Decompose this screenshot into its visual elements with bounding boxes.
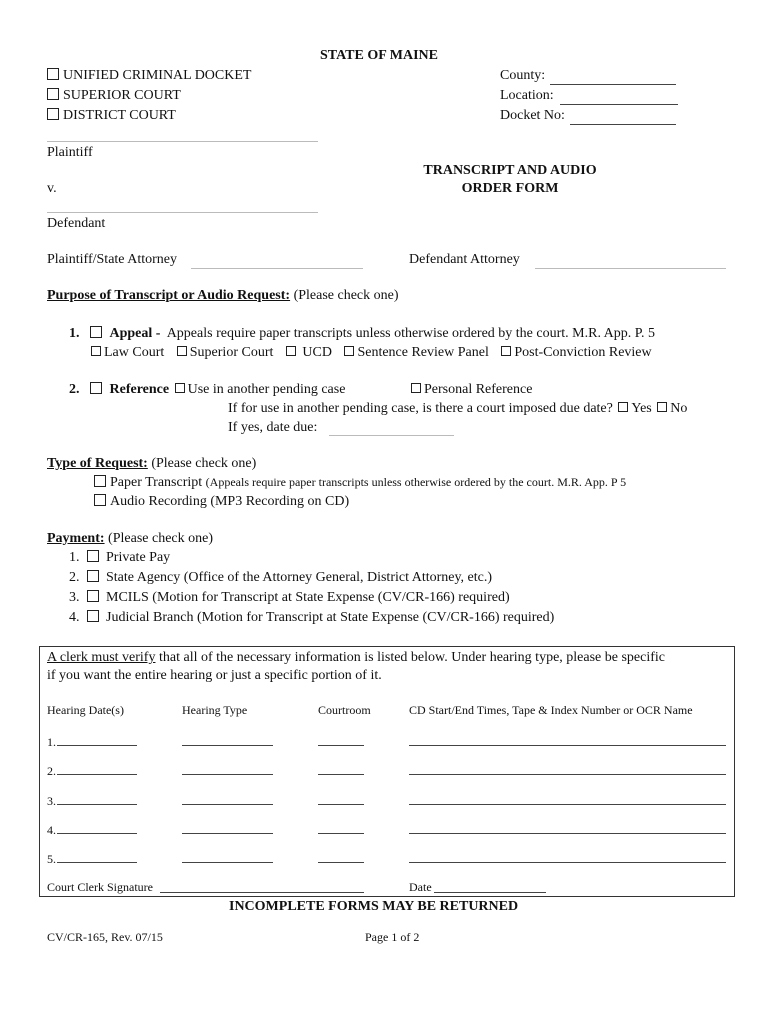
- payment-number: 1.: [69, 550, 80, 565]
- court-option-district[interactable]: [47, 108, 176, 124]
- audio-recording-option[interactable]: [94, 494, 349, 510]
- option-label: UCD: [302, 345, 332, 360]
- state-title: STATE OF MAINE: [320, 48, 438, 63]
- appeal-post-conviction[interactable]: [499, 345, 651, 360]
- checkbox-icon[interactable]: [47, 108, 59, 120]
- clerk-signature-field[interactable]: [160, 892, 364, 893]
- defendant-attorney-label: Defendant Attorney: [409, 252, 520, 267]
- clerk-date-field[interactable]: [434, 892, 546, 893]
- cd-times-field[interactable]: [409, 774, 726, 775]
- payment-hint: (Please check one): [108, 531, 213, 546]
- hearing-date-field[interactable]: [57, 804, 137, 805]
- paper-note: (Appeals require paper transcripts unless otherwise ordered by the court. M.R. App. P 5: [205, 475, 627, 489]
- checkbox-icon[interactable]: [286, 346, 296, 356]
- audio-label: Audio Recording (MP3 Recording on CD): [110, 494, 350, 509]
- appeal-law-court[interactable]: [89, 345, 164, 360]
- cd-times-field[interactable]: [409, 862, 726, 863]
- checkbox-icon[interactable]: [87, 550, 99, 562]
- checkbox-icon[interactable]: [87, 570, 99, 582]
- column-hearing-type: Hearing Type: [182, 703, 248, 717]
- checkbox-icon[interactable]: [411, 383, 421, 393]
- clerk-signature-label: Court Clerk Signature: [47, 880, 153, 894]
- payment-number: 2.: [69, 570, 80, 585]
- checkbox-icon[interactable]: [47, 68, 59, 80]
- due-date-question-text: If for use in another pending case, is there a court imposed due date?: [228, 401, 613, 416]
- checkbox-icon[interactable]: [177, 346, 187, 356]
- column-cd-times: CD Start/End Times, Tape & Index Number or OCR Name: [409, 703, 693, 717]
- request-type-heading: [47, 456, 256, 472]
- reference-option[interactable]: [69, 382, 345, 398]
- date-due-field[interactable]: [329, 435, 454, 436]
- purpose-heading-text: Purpose of Transcript or Audio Request:: [47, 288, 291, 303]
- court-option-ucd[interactable]: [47, 68, 251, 84]
- column-courtroom: Courtroom: [318, 703, 371, 717]
- location-field[interactable]: [560, 104, 678, 105]
- payment-heading: [47, 531, 213, 547]
- payment-heading-text: Payment:: [47, 531, 105, 546]
- payment-number: 4.: [69, 610, 80, 625]
- payment-label: MCILS (Motion for Transcript at State Expense (CV/CR-166) required): [106, 590, 510, 605]
- docket-label: Docket No:: [500, 108, 565, 123]
- plaintiff-attorney-label: Plaintiff/State Attorney: [47, 252, 178, 267]
- defendant-attorney-field[interactable]: [535, 268, 726, 269]
- courtroom-field[interactable]: [318, 862, 364, 863]
- purpose-heading: [47, 288, 399, 304]
- column-hearing-dates: Hearing Date(s): [47, 703, 124, 717]
- plaintiff-field[interactable]: [47, 141, 318, 142]
- courtroom-field[interactable]: [318, 774, 364, 775]
- hearing-date-field[interactable]: [57, 745, 137, 746]
- page-number: Page 1 of 2: [365, 930, 420, 944]
- docket-field[interactable]: [570, 124, 676, 125]
- courtroom-field[interactable]: [318, 833, 364, 834]
- hearing-row-number: 2.: [47, 764, 56, 778]
- appeal-text: Appeals require paper transcripts unless otherwise ordered by the court. M.R. App. P. 5: [166, 326, 656, 341]
- defendant-field[interactable]: [47, 212, 318, 213]
- appeal-number: 1.: [69, 326, 80, 341]
- paper-label: Paper Transcript: [110, 475, 203, 490]
- hearing-row-number: 4.: [47, 823, 56, 837]
- hearing-type-field[interactable]: [182, 774, 273, 775]
- reference-number: 2.: [69, 382, 80, 397]
- date-due-label: If yes, date due:: [228, 420, 318, 435]
- appeal-ucd[interactable]: [284, 345, 332, 360]
- clerk-verify-rest: that all of the necessary information is listed below. Under hearing type, please be specific: [155, 650, 666, 665]
- clerk-verify-underlined: A clerk must verify: [47, 650, 156, 665]
- option-label: Sentence Review Panel: [357, 345, 489, 360]
- payment-label: State Agency (Office of the Attorney General, District Attorney, etc.): [106, 570, 493, 585]
- plaintiff-attorney-field[interactable]: [191, 268, 363, 269]
- appeal-option[interactable]: [69, 326, 655, 342]
- court-option-label: DISTRICT COURT: [63, 108, 176, 123]
- versus-label: v.: [47, 181, 57, 196]
- checkbox-icon[interactable]: [47, 88, 59, 100]
- cd-times-field[interactable]: [409, 804, 726, 805]
- cd-times-field[interactable]: [409, 745, 726, 746]
- hearing-row-number: 3.: [47, 794, 56, 808]
- courtroom-field[interactable]: [318, 745, 364, 746]
- checkbox-icon[interactable]: [618, 402, 628, 412]
- hearing-type-field[interactable]: [182, 804, 273, 805]
- hearing-type-field[interactable]: [182, 862, 273, 863]
- hearing-date-field[interactable]: [57, 774, 137, 775]
- hearing-row-number: 5.: [47, 852, 56, 866]
- checkbox-icon[interactable]: [90, 382, 102, 394]
- incomplete-forms-warning: INCOMPLETE FORMS MAY BE RETURNED: [229, 899, 519, 914]
- paper-transcript-option[interactable]: [94, 475, 626, 491]
- appeal-label: Appeal -: [109, 326, 161, 341]
- hearing-row-number: 1.: [47, 735, 56, 749]
- checkbox-icon[interactable]: [94, 494, 106, 506]
- reference-pending-case: Use in another pending case: [187, 382, 346, 397]
- payment-number: 3.: [69, 590, 80, 605]
- payment-option-mcils[interactable]: [69, 590, 510, 606]
- plaintiff-label: Plaintiff: [47, 145, 93, 160]
- court-option-label: UNIFIED CRIMINAL DOCKET: [63, 68, 252, 83]
- payment-option-judicial[interactable]: [69, 610, 554, 626]
- form-title-line1: TRANSCRIPT AND AUDIO: [423, 163, 597, 178]
- checkbox-icon[interactable]: [91, 346, 101, 356]
- option-label: Personal Reference: [424, 382, 533, 397]
- hearing-date-field[interactable]: [57, 833, 137, 834]
- due-date-question: [228, 401, 687, 417]
- county-label: County:: [500, 68, 546, 83]
- payment-option-private[interactable]: [69, 550, 170, 566]
- appeal-court-options: [89, 345, 652, 361]
- court-option-superior[interactable]: [47, 88, 181, 104]
- form-number: CV/CR-165, Rev. 07/15: [47, 930, 163, 944]
- hearing-type-field[interactable]: [182, 833, 273, 834]
- payment-label: Judicial Branch (Motion for Transcript at State Expense (CV/CR-166) required): [106, 610, 555, 625]
- checkbox-icon[interactable]: [90, 326, 102, 338]
- payment-label: Private Pay: [106, 550, 171, 565]
- request-type-hint: (Please check one): [151, 456, 257, 471]
- clerk-date-label: Date: [409, 880, 432, 894]
- clerk-verify-line2: if you want the entire hearing or just a specific portion of it.: [47, 668, 382, 683]
- courtroom-field[interactable]: [318, 804, 364, 805]
- form-title-line2: ORDER FORM: [461, 181, 559, 196]
- checkbox-icon[interactable]: [94, 475, 106, 487]
- cd-times-field[interactable]: [409, 833, 726, 834]
- checkbox-icon[interactable]: [87, 610, 99, 622]
- hearing-date-field[interactable]: [57, 862, 137, 863]
- request-type-heading-text: Type of Request:: [47, 456, 148, 471]
- checkbox-icon[interactable]: [501, 346, 511, 356]
- hearing-type-field[interactable]: [182, 745, 273, 746]
- payment-option-state-agency[interactable]: [69, 570, 492, 586]
- court-option-label: SUPERIOR COURT: [63, 88, 181, 103]
- appeal-superior-court[interactable]: [175, 345, 274, 360]
- county-field[interactable]: [550, 84, 676, 85]
- no-label: No: [670, 401, 688, 416]
- option-label: Law Court: [104, 345, 165, 360]
- appeal-sentence-review[interactable]: [342, 345, 488, 360]
- defendant-label: Defendant: [47, 216, 106, 231]
- reference-personal[interactable]: [409, 382, 532, 398]
- option-label: Superior Court: [189, 345, 274, 360]
- checkbox-icon[interactable]: [175, 383, 185, 393]
- clerk-verify-line1: [47, 650, 665, 666]
- location-label: Location:: [500, 88, 554, 103]
- checkbox-icon[interactable]: [657, 402, 667, 412]
- purpose-hint: (Please check one): [293, 288, 399, 303]
- yes-label: Yes: [631, 401, 652, 416]
- checkbox-icon[interactable]: [344, 346, 354, 356]
- option-label: Post-Conviction Review: [514, 345, 652, 360]
- reference-label: Reference: [109, 382, 170, 397]
- checkbox-icon[interactable]: [87, 590, 99, 602]
